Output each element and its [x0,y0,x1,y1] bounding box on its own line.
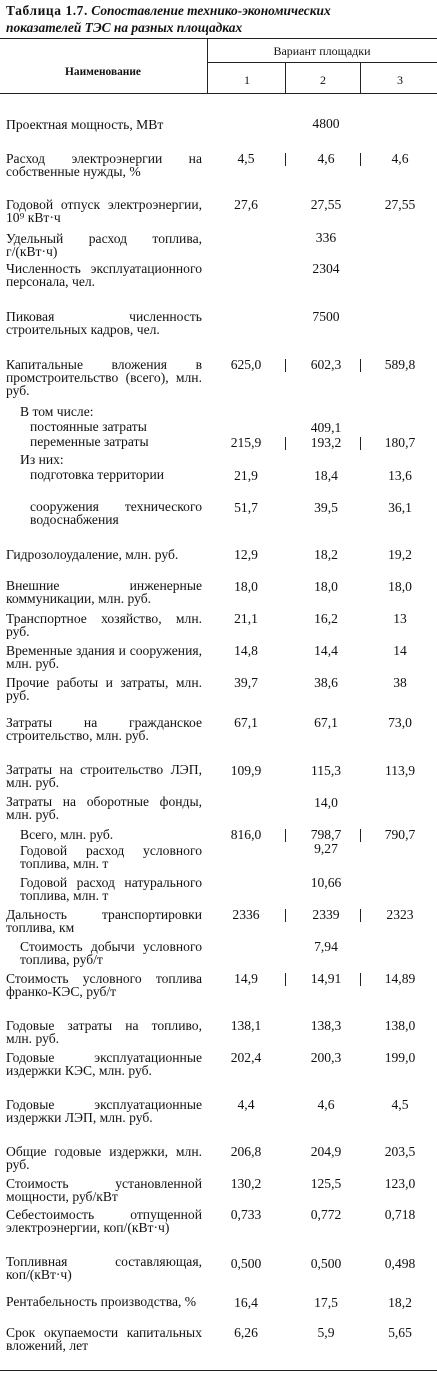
row-label: Стоимость условного топлива франко-КЭС, руб/т [6,971,202,999]
row-value-3: 27,55 [384,197,416,212]
row-value-1: 109,9 [230,763,262,778]
row-label: Из них: [20,452,64,467]
row-value-1: 67,1 [234,715,258,730]
row-value-1: 4,4 [237,1097,255,1112]
row-label: Проектная мощность, МВт [6,117,164,132]
row-value-2: 7,94 [314,939,338,954]
row-value-1: 39,7 [234,675,258,690]
row-value-1: 18,0 [234,579,258,594]
row-label: Годовые эксплуатационные издержки ЛЭП, млн. руб. [6,1097,202,1125]
row-value-1: 130,2 [230,1176,262,1191]
row-value-2: 9,27 [314,841,338,856]
row-value-2: 0,500 [310,1256,342,1271]
row-label: Топливная составляющая, коп/(кВт·ч) [6,1254,202,1282]
row-value-1: 0,733 [230,1207,262,1222]
row-value-2: 14,91 [310,971,342,986]
row-label: Расход электроэнергии на собственные нужды, % [6,151,202,179]
header-variant: Вариант площадки [273,44,371,58]
table-top-rule [0,38,437,39]
row-value-1: 27,6 [234,197,258,212]
table-caption [6,2,434,36]
row-label: Внешние инженерные коммуникации, млн. руб. [6,578,202,606]
row-value-3: 13,6 [388,468,412,483]
row-value-1: 215,9 [230,435,262,450]
row-value-2: 5,9 [317,1325,335,1340]
row-value-3: 138,0 [384,1018,416,1033]
row-value-2: 193,2 [310,435,342,450]
table-header-rule [0,93,437,94]
row-value-2: 18,0 [314,579,338,594]
row-label: Пиковая численность строительных кадров, чел. [6,309,202,337]
row-value-3: 4,5 [391,1097,409,1112]
row-value-1: 625,0 [230,357,262,372]
row-value-3: 0,498 [384,1256,416,1271]
table-caption-line2: показателей ТЭС на разных площадках [6,20,243,35]
row-value-3: 113,9 [384,763,416,778]
row-label: Стоимость добычи условного топлива, руб/т [20,939,202,967]
column-separator-mark [360,829,361,842]
row-value-1: 4,5 [237,151,255,166]
row-label: Рентабельность производства, % [6,1294,197,1309]
row-value-1: 206,8 [230,1144,262,1159]
row-label: Годовой отпуск электроэнергии, 10⁹ кВт·ч [6,197,202,225]
row-value-2: 16,2 [314,611,338,626]
header-name: Наименование [65,66,141,78]
row-label: подготовка территории [30,467,165,482]
row-label: Всего, млн. руб. [20,827,114,842]
row-label: постоянные затраты [30,419,147,434]
row-label: Годовые эксплуатационные издержки КЭС, млн. руб. [6,1050,202,1078]
row-value-1: 14,9 [234,971,258,986]
row-value-3: 38 [393,675,407,690]
row-label: Капитальные вложения в промстроительство (всего), млн. руб. [6,357,202,398]
row-value-2: 204,9 [310,1144,342,1159]
row-value-3: 14 [393,643,407,658]
column-separator-mark [360,437,361,450]
row-value-2: 0,772 [310,1207,342,1222]
row-value-3: 14,89 [384,971,416,986]
row-value-2: 4,6 [317,1097,335,1112]
column-separator-mark [285,359,286,372]
row-value-2: 2339 [312,907,340,922]
column-separator-mark [285,829,286,842]
row-value-2: 14,0 [314,795,338,810]
row-value-2: 18,2 [314,547,338,562]
row-value-2: 14,4 [314,643,338,658]
row-value-3: 589,8 [384,357,416,372]
row-value-2: 4,6 [317,151,335,166]
row-value-3: 5,65 [388,1325,412,1340]
header-col-1: 1 [244,73,250,87]
row-value-1: 816,0 [230,827,262,842]
row-label: Годовой расход натурального топлива, млн. т [20,875,202,903]
row-value-3: 36,1 [388,500,412,515]
row-value-2: 115,3 [310,763,342,778]
row-label: В том числе: [20,404,94,419]
row-value-2: 138,3 [310,1018,342,1033]
header-col-3: 3 [397,73,403,87]
row-label: переменные затраты [30,434,149,449]
row-value-2: 27,55 [310,197,342,212]
row-label: Транспортное хозяйство, млн. руб. [6,611,202,639]
row-label: Затраты на гражданское строительство, млн. руб. [6,715,202,743]
row-value-3: 4,6 [391,151,409,166]
column-separator-mark [360,153,361,166]
row-label: Прочие работы и затраты, млн. руб. [6,675,202,703]
row-value-2: 17,5 [314,1295,338,1310]
row-label: Дальность транспортировки топлива, км [6,907,202,935]
row-label: Затраты на строительство ЛЭП, млн. руб. [6,762,202,790]
row-label: Общие годовые издержки, млн. руб. [6,1144,202,1172]
column-separator-mark [285,437,286,450]
variant-header-rule [207,62,437,63]
row-value-2: 67,1 [314,715,338,730]
row-value-3: 0,718 [384,1207,416,1222]
row-value-1: 51,7 [234,500,258,515]
row-value-2: 18,4 [314,468,338,483]
row-value-3: 73,0 [388,715,412,730]
row-label: Стоимость установленной мощности, руб/кВт [6,1176,202,1204]
table-caption-line1: Сопоставление технико-экономических [91,3,331,18]
row-value-1: 14,8 [234,643,258,658]
column-separator-mark [360,909,361,922]
row-label: Годовые затраты на топливо, млн. руб. [6,1018,202,1046]
row-label: Годовой расход условного топлива, млн. т [20,843,202,871]
row-label: Срок окупаемости капитальных вложений, лет [6,1325,202,1353]
row-value-1: 0,500 [230,1256,262,1271]
row-value-1: 2336 [232,907,260,922]
row-value-3: 203,5 [384,1144,416,1159]
row-value-2: 39,5 [314,500,338,515]
row-value-3: 790,7 [384,827,416,842]
row-value-1: 21,9 [234,468,258,483]
row-value-3: 18,2 [388,1295,412,1310]
row-label: Затраты на оборотные фонды, млн. руб. [6,794,202,822]
column-separator-mark [360,359,361,372]
row-label: Удельный расход топлива, г/(кВт·ч) [6,231,202,259]
column-separator-mark [285,909,286,922]
row-value-3: 2323 [386,907,414,922]
row-value-3: 123,0 [384,1176,416,1191]
row-value-3: 18,0 [388,579,412,594]
row-value-2: 10,66 [310,875,342,890]
row-value-2: 409,1 [310,420,342,435]
row-value-1: 138,1 [230,1018,262,1033]
column-separator-mark [360,973,361,986]
row-value-3: 19,2 [388,547,412,562]
header-col-2: 2 [320,73,326,87]
row-value-2: 602,3 [310,357,342,372]
row-label: Временные здания и сооружения, млн. руб. [6,643,202,671]
row-value-2: 336 [315,230,337,245]
row-value-1: 6,26 [234,1325,258,1340]
row-value-1: 12,9 [234,547,258,562]
row-value-3: 199,0 [384,1050,416,1065]
row-value-3: 13 [393,611,407,626]
row-value-2: 798,7 [310,827,342,842]
row-value-2: 38,6 [314,675,338,690]
row-label: Гидрозолоудаление, млн. руб. [6,547,179,562]
row-value-1: 202,4 [230,1050,262,1065]
row-value-2: 125,5 [310,1176,342,1191]
row-value-2: 2304 [312,261,340,276]
column-separator-mark [285,153,286,166]
column-separator-mark [285,973,286,986]
row-label: Себестоимость отпущенной электроэнергии, коп/(кВт·ч) [6,1207,202,1235]
row-value-2: 4800 [312,116,340,131]
row-label: Численность эксплуатационного персонала, чел. [6,261,202,289]
table-caption-number: Таблица 1.7. [6,3,88,18]
row-value-1: 21,1 [234,611,258,626]
row-value-2: 200,3 [310,1050,342,1065]
row-label: сооружения технического водоснабжения [30,499,202,527]
table-bottom-rule [0,1370,437,1371]
row-value-1: 16,4 [234,1295,258,1310]
row-value-3: 180,7 [384,435,416,450]
row-value-2: 7500 [312,309,340,324]
